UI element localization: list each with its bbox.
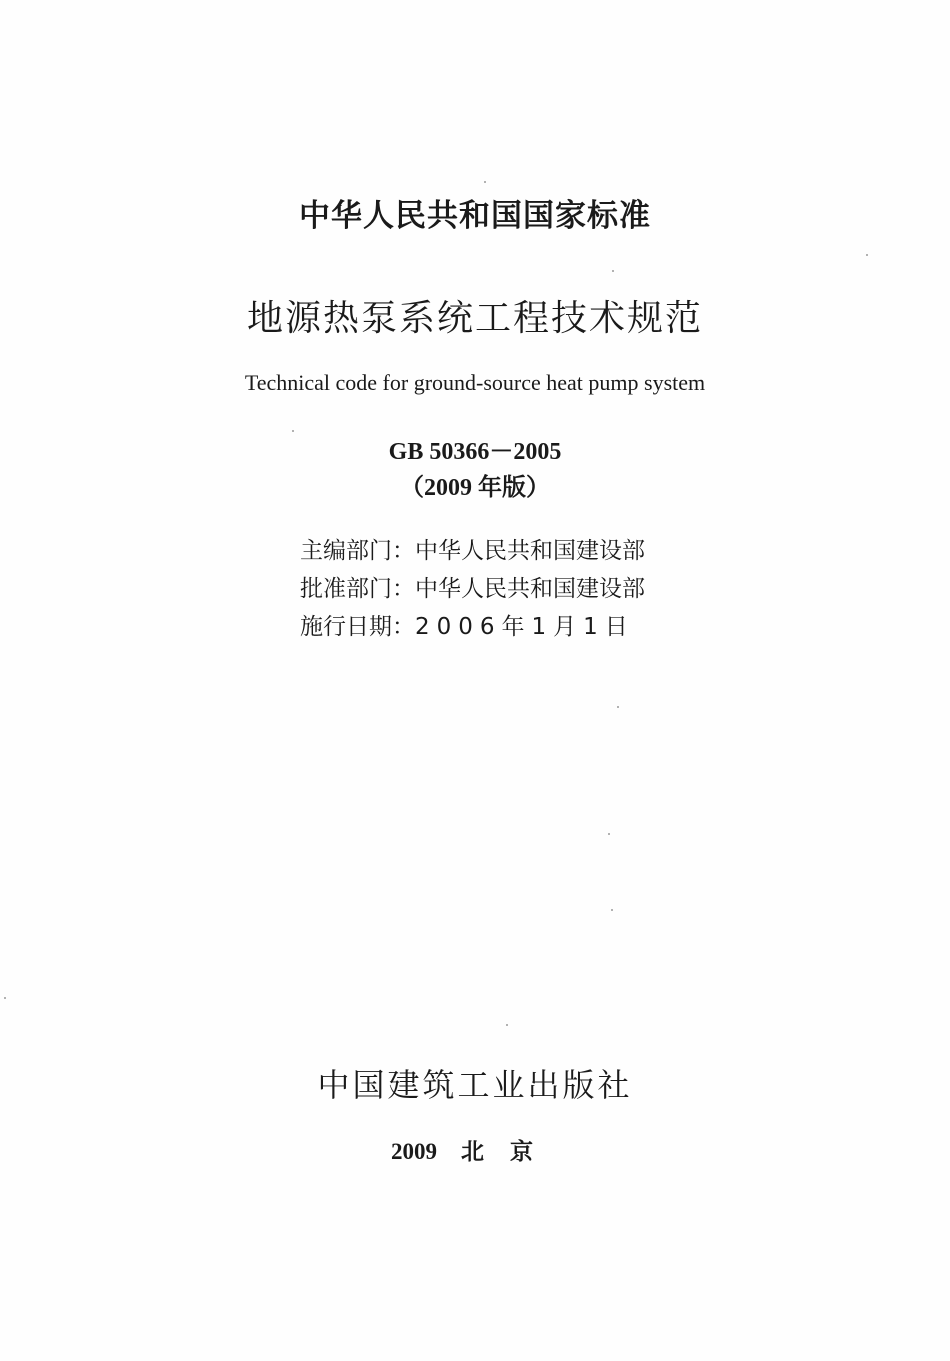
scan-speck <box>612 270 614 272</box>
scan-speck <box>608 833 610 835</box>
scan-speck <box>484 181 486 183</box>
main-title: 地源热泵系统工程技术规范 <box>246 298 703 339</box>
chief-editor-label: 主编部门： <box>300 538 415 564</box>
scan-speck <box>4 997 6 999</box>
publisher-name: 中国建筑工业出版社 <box>317 1066 633 1104</box>
approver-value: 中华人民共和国建设部 <box>415 576 645 602</box>
scan-speck <box>866 254 868 256</box>
edition-note: （2009 年版） <box>400 475 550 501</box>
publication-city: 北京 <box>461 1139 559 1164</box>
effective-date-row <box>300 608 645 646</box>
scan-speck <box>292 430 294 432</box>
english-title: Technical code for ground-source heat pump system <box>244 370 706 395</box>
chief-editor-value: 中华人民共和国建设部 <box>415 538 645 564</box>
info-block <box>300 532 645 646</box>
approver-label: 批准部门： <box>300 576 415 602</box>
effective-date-label: 施行日期： <box>300 614 415 640</box>
series-title: 中华人民共和国国家标准 <box>299 198 651 234</box>
publication-year: 2009 <box>391 1139 437 1164</box>
scan-speck <box>506 1024 508 1026</box>
scan-speck <box>611 909 613 911</box>
scan-speck <box>617 706 619 708</box>
chief-editor-row <box>300 532 645 570</box>
standard-code: GB 50366－2005 <box>388 439 562 465</box>
effective-date-value: 2006年1月1日 <box>415 614 635 640</box>
publication-line <box>0 1133 950 1166</box>
approver-row <box>300 570 645 608</box>
